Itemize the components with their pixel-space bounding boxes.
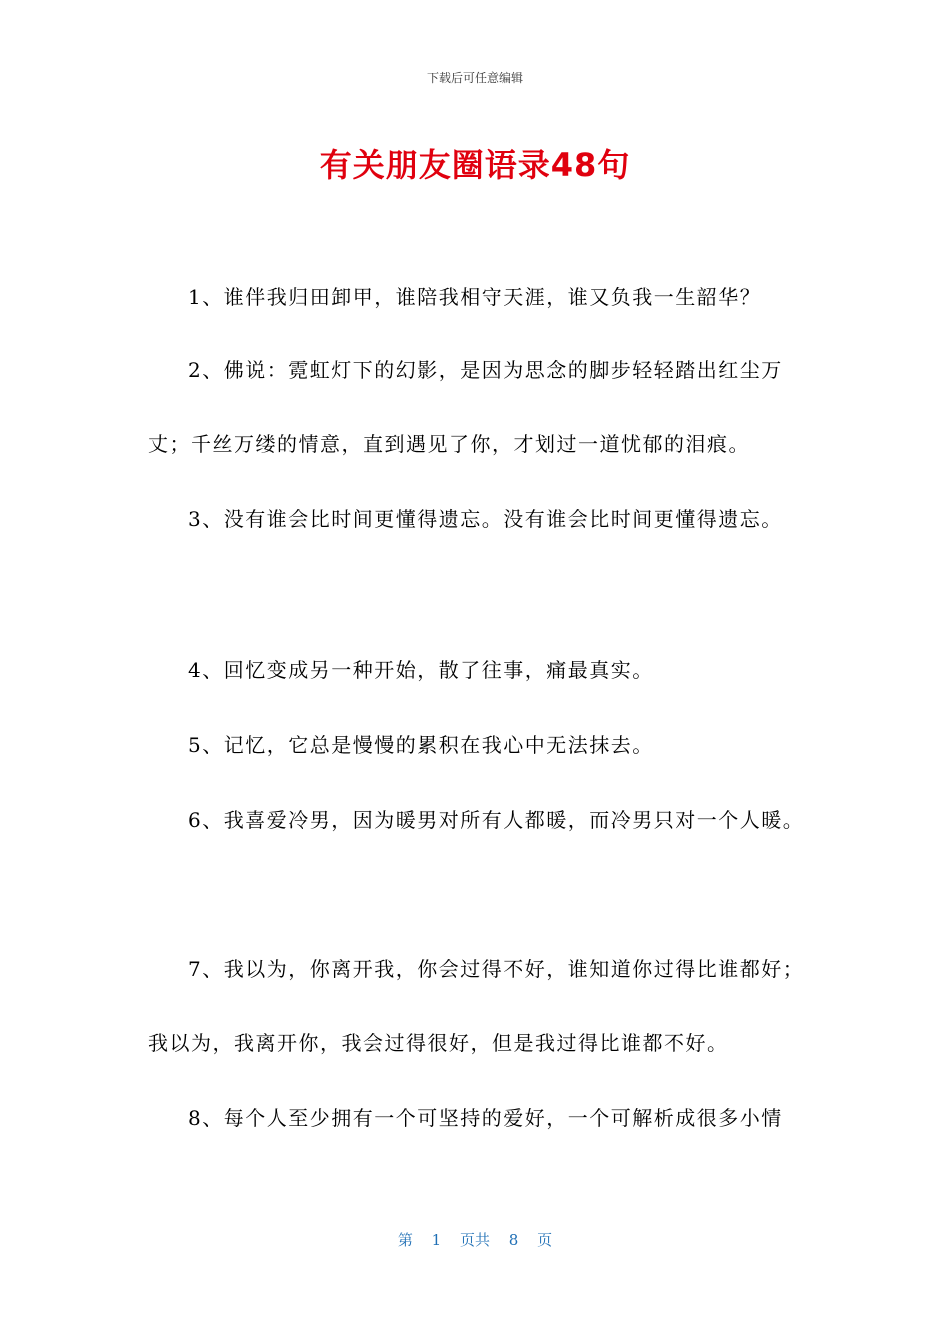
header-note: 下载后可任意编辑 <box>426 71 523 85</box>
paragraph-line-8: 7、我以为，你离开我，你会过得不好，谁知道你过得比谁都好； <box>188 957 805 981</box>
paragraph-line-2: 2、佛说：霓虹灯下的幻影，是因为思念的脚步轻轻踏出红尘万 <box>188 358 783 382</box>
page-number-footer: 第 1 页共 8 页 <box>397 1231 553 1249</box>
paragraph-line-3: 丈；千丝万缕的情意，直到遇见了你，才划过一道忧郁的泪痕。 <box>148 432 750 456</box>
paragraph-line-10: 8、每个人至少拥有一个可坚持的爱好，一个可解析成很多小情 <box>188 1106 783 1130</box>
paragraph-line-4: 3、没有谁会比时间更懂得遗忘。没有谁会比时间更懂得遗忘。 <box>188 507 783 531</box>
paragraph-line-6: 5、记忆，它总是慢慢的累积在我心中无法抹去。 <box>188 733 654 757</box>
document-title: 有关朋友圈语录48句 <box>319 146 631 184</box>
paragraph-line-9: 我以为，我离开你，我会过得很好，但是我过得比谁都不好。 <box>148 1031 729 1055</box>
paragraph-line-5: 4、回忆变成另一种开始，散了往事，痛最真实。 <box>188 658 654 682</box>
paragraph-line-1: 1、谁伴我归田卸甲，谁陪我相守天涯，谁又负我一生韶华？ <box>188 285 762 309</box>
paragraph-line-7: 6、我喜爱冷男，因为暖男对所有人都暖，而冷男只对一个人暖。 <box>188 808 805 832</box>
